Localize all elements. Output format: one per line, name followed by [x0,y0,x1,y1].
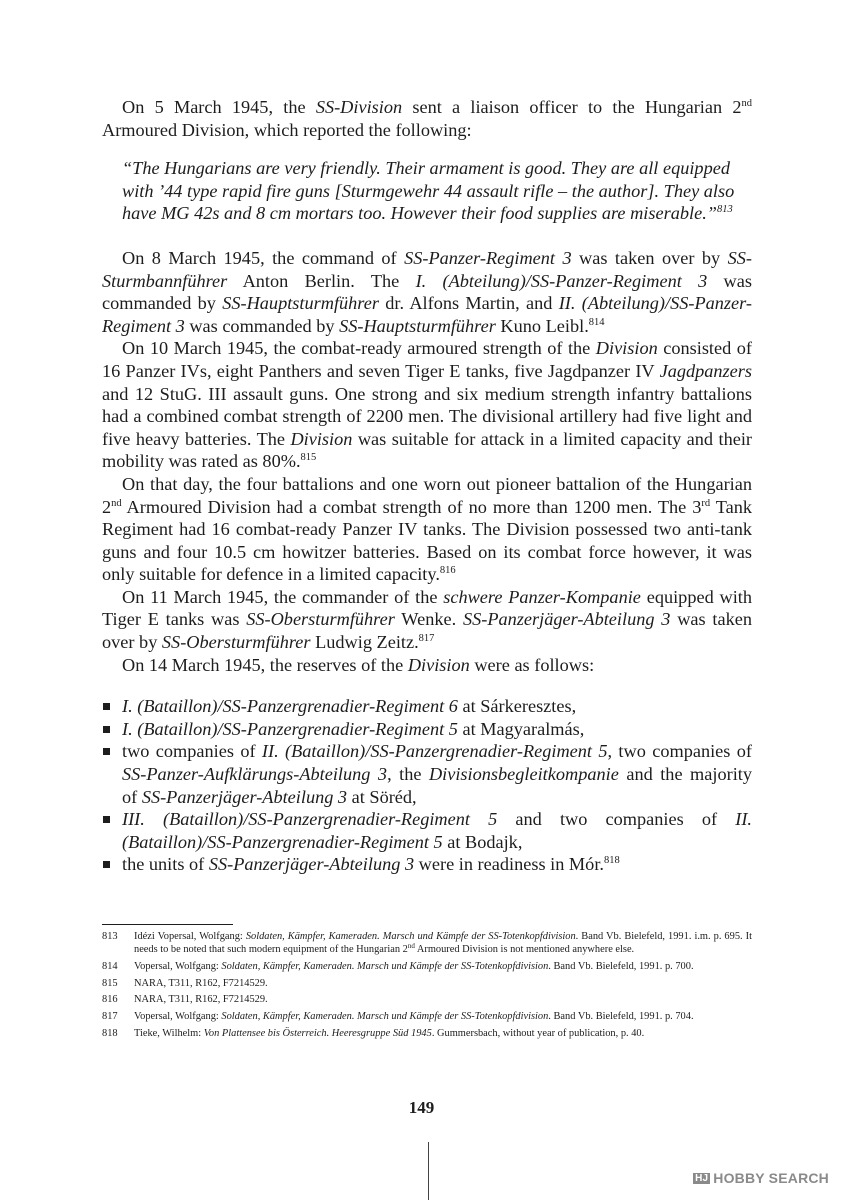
block-quote [122,157,752,225]
footnote-divider [102,924,233,925]
watermark-logo-icon: HJ [695,1173,709,1184]
text: Tieke, Wilhelm: [134,1027,204,1039]
page-number: 149 [408,1098,435,1117]
footnote [102,977,752,990]
italic-term: II. (Abteilung)/SS-Panzer-Regiment 3 [102,293,752,336]
footnote-text [134,1010,752,1023]
footnote-text: NARA, T311, R162, F7214529. [134,994,268,1006]
italic-term: SS-Obersturmführer [246,609,395,630]
ordinal-suffix: nd [111,497,122,509]
italic-title: Soldaten, Kämpfer, Kameraden. Marsch und Kämpfe der SS-Totenkopfdivision [221,960,549,972]
text: at Sárkeresztes, [457,696,577,717]
footnote [102,960,752,973]
footnote [102,1010,752,1023]
ordinal-suffix: rd [701,497,711,509]
text: On 14 March 1945, the reserves of the [122,654,408,675]
footnote-text [134,930,752,956]
text: . Band Vb. Bielefeld, 1991. p. 704. [548,1011,694,1023]
text: Kuno Leibl. [495,315,589,336]
reserves-list [102,695,752,876]
text: . Gummersbach, without year of publication, p. 40. [431,1027,645,1039]
footnote-ref: 815 [300,452,317,464]
italic-term: I. (Abteilung)/SS-Panzer-Regiment 3 [415,270,708,291]
watermark [693,1170,829,1186]
ordinal-suffix: nd [407,942,415,951]
footnote-number: 818 [102,1027,118,1039]
list-item [102,808,752,853]
italic-term: SS-Panzer-Aufklärungs-Abteilung 3 [122,764,388,785]
italic-title: Soldaten, Kämpfer, Kameraden. Marsch und Kämpfe der SS-Totenkopfdivision [245,931,576,942]
paragraph-2 [102,247,752,337]
text: was commanded by [184,315,340,336]
text: equipped with Tiger E tanks was [102,586,752,630]
text: two companies of [122,741,262,762]
center-rule [428,1142,429,1200]
text: Vopersal, Wolfgang: [134,1011,222,1023]
list-item [102,853,752,876]
italic-term: Division [407,654,470,675]
text: , the [387,764,429,785]
text: was taken over by [102,609,752,653]
paragraph-5 [102,586,752,654]
footnote-ref: 818 [603,855,620,867]
italic-term: I. (Bataillon)/SS-Panzergrenadier-Regiment 6 [122,696,458,717]
italic-term: Divisionsbegleitkompanie [428,764,619,785]
italic-term: SS-Panzerjäger-Abteilung 3 [141,786,348,807]
ordinal-suffix: nd [741,98,753,109]
italic-term: SS-Hauptsturmführer [222,293,379,314]
text: On 5 March 1945, the [122,97,316,117]
footnotes [102,930,752,1043]
italic-term: SS-Sturmbannführer [102,247,752,291]
list-item [102,740,752,808]
text: Ludwig Zeitz. [310,632,419,653]
text: . Band Vb. Bielefeld, 1991. i.m. p. 695. It needs to be noted that such modern equipment of the Hungarian 2 [134,931,752,956]
text: sent a liaison officer to the Hungarian 2 [402,97,742,117]
footnote [102,1027,752,1040]
italic-term: SS-Obersturmführer [161,632,311,653]
text: Wenke. [394,609,463,630]
italic-term: SS-Hauptsturmführer [339,315,496,336]
watermark-text: HOBBY SEARCH [713,1170,829,1186]
text: Idézi Vopersal, Wolfgang: [134,931,246,942]
text: and the majority of [122,764,752,807]
text: Armoured Division had a combat strength of no more than 1200 men. The 3 [121,496,702,517]
text: and two companies of [497,809,736,830]
italic-term: II. (Bataillon)/SS-Panzergrenadier-Regiment 5 [122,809,752,852]
text: On 11 March 1945, the commander of the [122,586,444,607]
text: . Band Vb. Bielefeld, 1991. p. 700. [548,960,694,972]
text: the units of [122,854,209,875]
list-item [102,718,752,741]
italic-term: Division [595,338,658,359]
paragraph-3 [102,337,752,473]
italic-term: III. (Bataillon)/SS-Panzergrenadier-Regiment 5 [122,809,498,830]
italic-term: schwere Panzer-Kompanie [443,586,641,607]
text: was taken over by [571,247,728,268]
footnote-number: 813 [102,931,118,942]
text: On 10 March 1945, the combat-ready armoured strength of the [122,338,596,359]
page-body [102,96,752,876]
footnote [102,993,752,1006]
footnote-text [134,1027,752,1040]
italic-term: I. (Bataillon)/SS-Panzergrenadier-Regiment 5 [122,718,458,739]
quote-text: “The Hungarians are very friendly. Their armament is good. They are all equipped with ’44 type rapid fire guns [Sturmgewehr 44 assault rifle – the author]. They also have MG 42s and 8 cm mortars too. However their food supplies are miserable.” [122,158,735,224]
list-item [102,695,752,718]
text: at Magyaralmás, [457,718,585,739]
italic-term: SS-Panzer-Regiment 3 [404,247,572,268]
italic-term: SS-Panzerjäger-Abteilung 3 [208,854,415,875]
text: Armoured Division is not mentioned anywhere else. [414,944,635,956]
text: were in readiness in Mór. [414,854,604,875]
text: was suitable for attack in a limited capacity and their mobility was rated as 80%. [102,428,752,472]
italic-term: SS-Division [315,97,403,117]
text: dr. Alfons Martin, and [378,293,559,314]
text: was commanded by [102,270,752,314]
footnote [102,930,752,956]
footnote-text [134,960,752,973]
footnote-text: NARA, T311, R162, F7214529. [134,977,268,989]
footnote-ref: 817 [418,633,435,645]
italic-term: SS-Panzerjäger-Abteilung 3 [462,609,671,630]
text: at Bodajk, [442,831,523,852]
text: Tank Regiment had 16 combat-ready Panzer IV tanks. The Division possessed two anti-tank guns and four 10.5 cm howitzer batteries. Based on its combat force however, it was only suitable for defence in a limited capacity. [102,496,752,585]
text: Vopersal, Wolfgang: [134,960,222,972]
footnote-number: 814 [102,960,118,972]
text: were as follows: [469,654,595,675]
footnote-ref: 816 [439,565,456,577]
paragraph-1 [102,96,752,141]
footnote-number: 815 [102,977,118,989]
text: , two companies of [607,741,752,762]
footnote-ref: 814 [588,316,605,328]
text: Anton Berlin. The [227,270,416,291]
text: On 8 March 1945, the command of [122,247,405,268]
italic-term: Jagdpanzers [659,360,752,381]
paragraph-4 [102,473,752,586]
italic-term: II. (Bataillon)/SS-Panzergrenadier-Regiment 5 [261,741,608,762]
italic-title: Soldaten, Kämpfer, Kameraden. Marsch und Kämpfe der SS-Totenkopfdivision [221,1011,549,1023]
footnote-number: 816 [102,994,118,1006]
text: and 12 StuG. III assault guns. One strong and six medium strength infantry battalions had a combined combat strength of 2200 men. The divisional artillery had five light and five heavy batteries. The [102,383,752,449]
text: Armoured Division, which reported the following: [102,119,472,140]
italic-title: Von Plattensee bis Österreich. Heeresgruppe Süd 1945 [203,1027,432,1039]
text: at Söréd, [347,786,417,807]
text: On that day, the four battalions and one worn out pioneer battalion of the Hungarian 2 [102,473,752,517]
paragraph-6 [102,654,752,677]
text: consisted of 16 Panzer IVs, eight Panthers and seven Tiger E tanks, five Jagdpanzer IV [102,338,752,381]
italic-term: Division [290,428,353,449]
footnote-number: 817 [102,1011,118,1023]
footnote-ref: 813 [716,204,733,216]
